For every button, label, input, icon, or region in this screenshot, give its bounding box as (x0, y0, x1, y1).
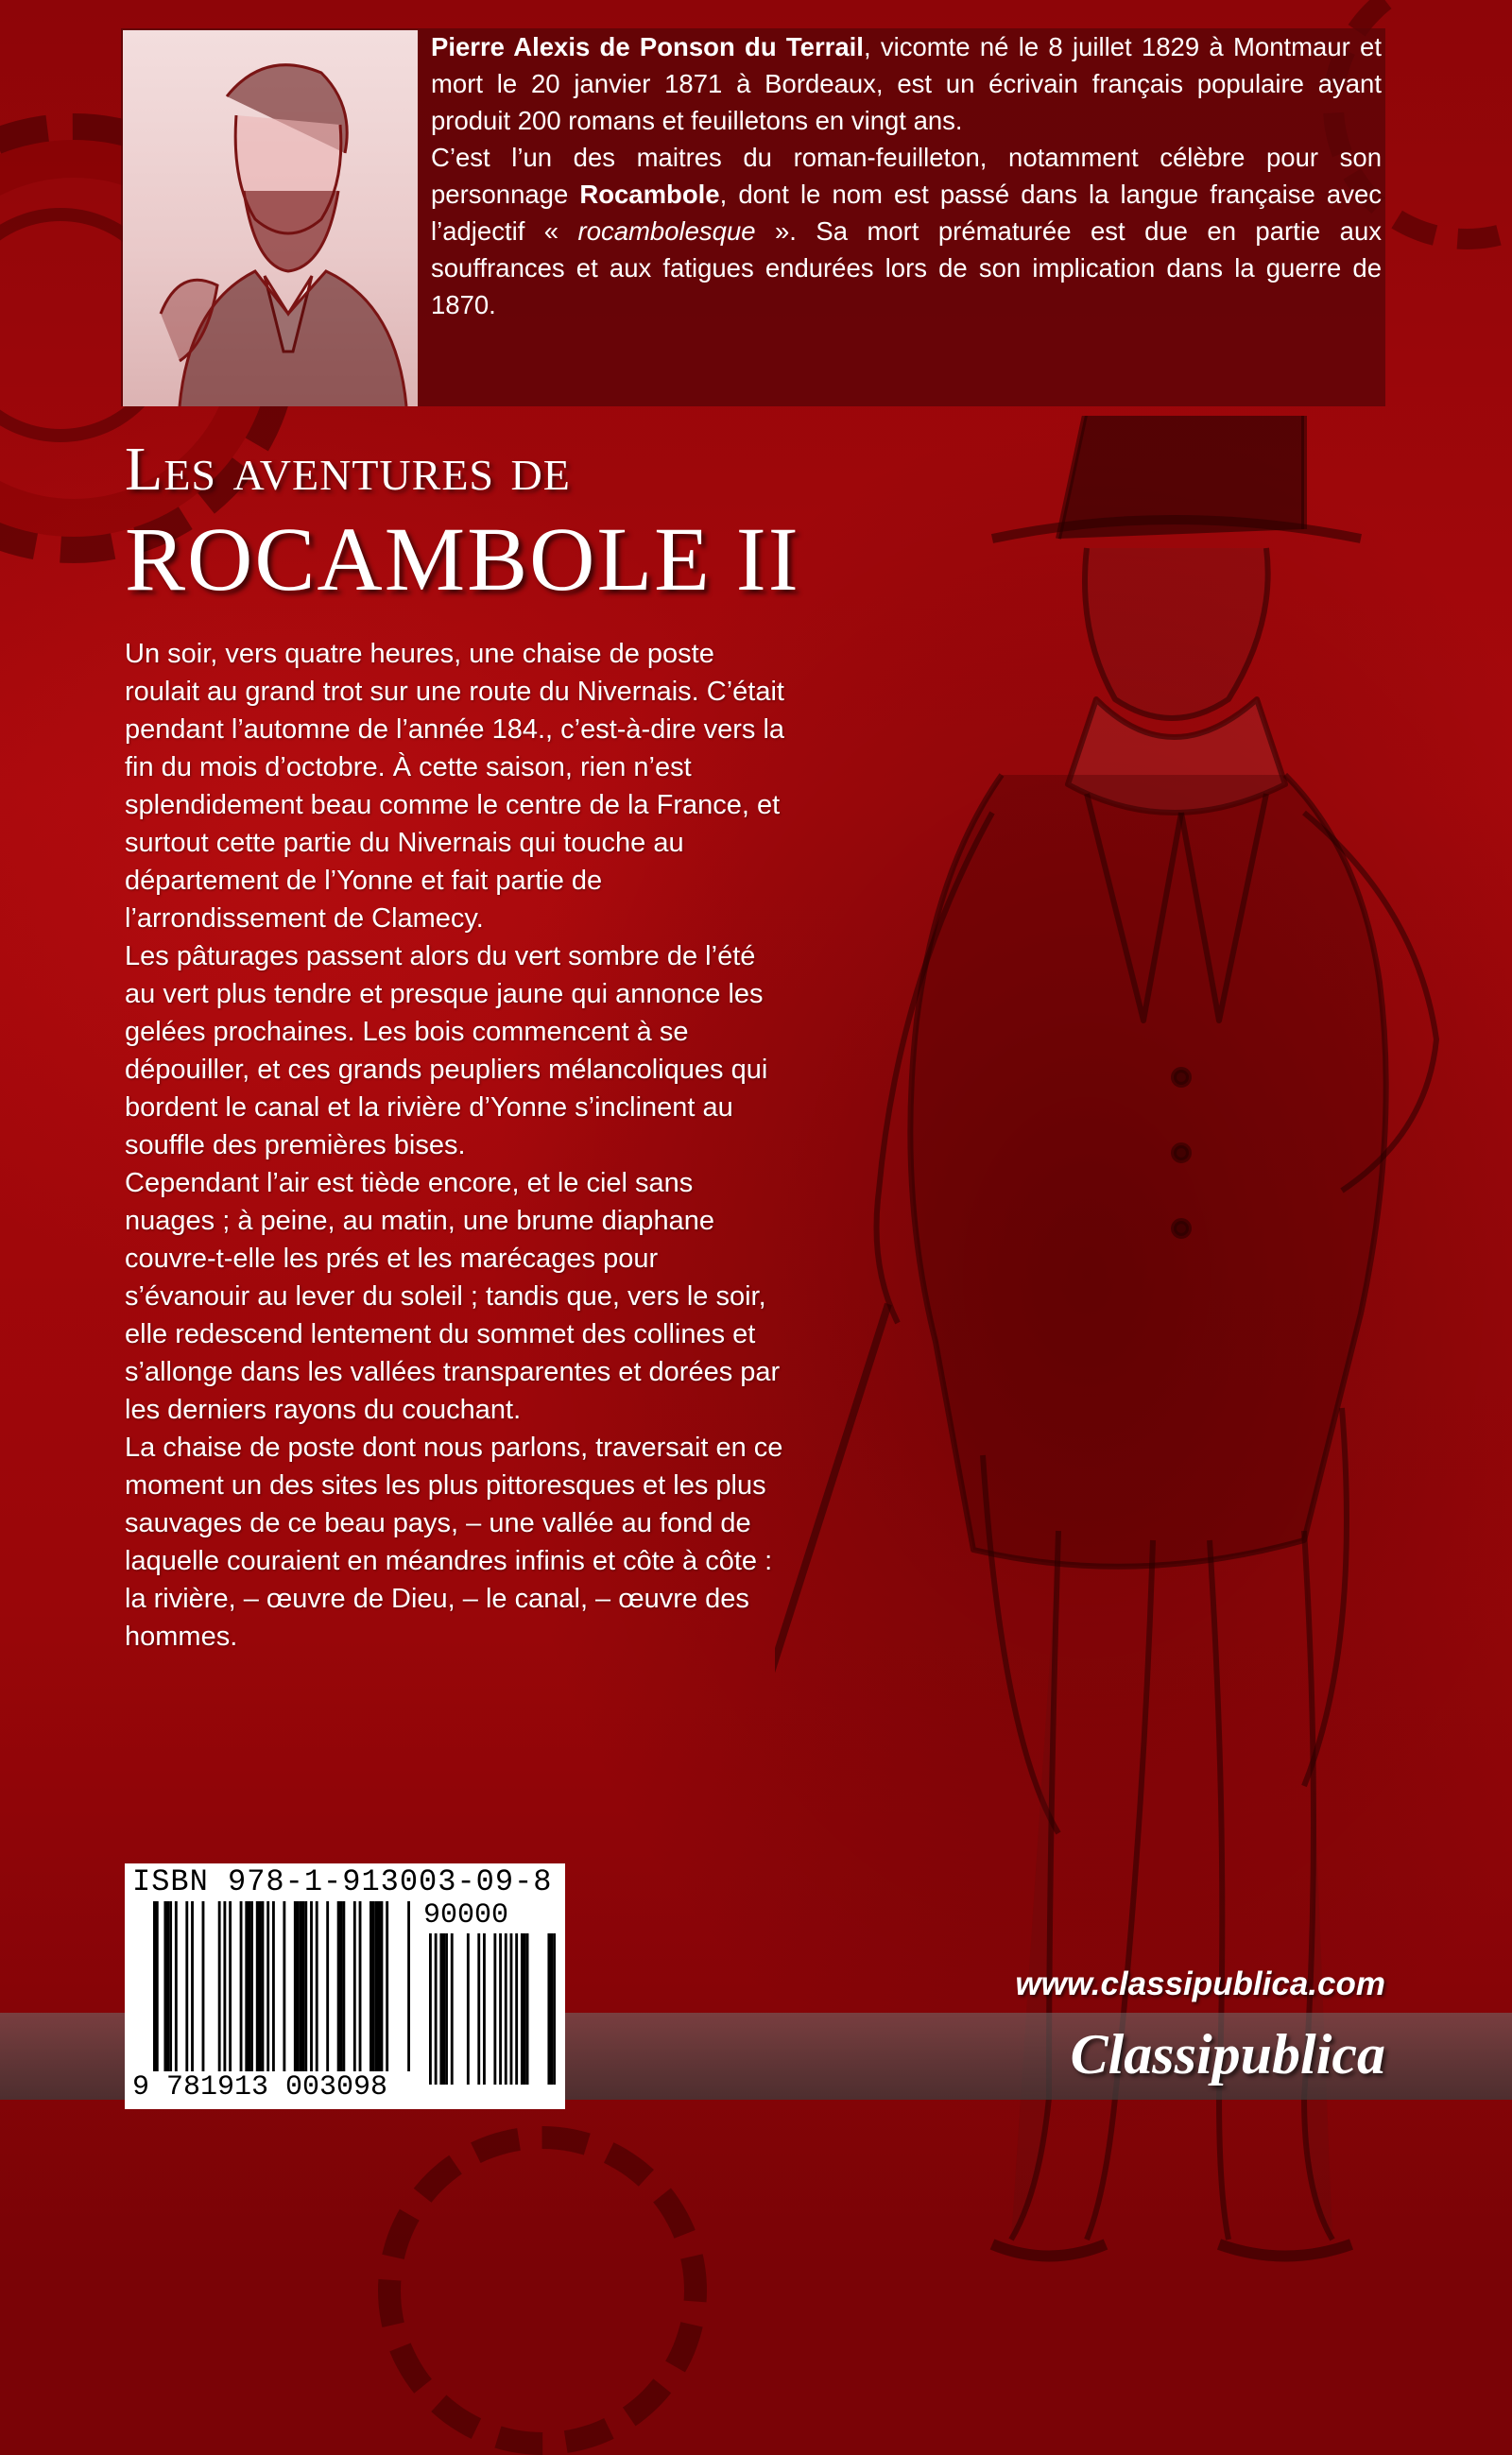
barcode-bar (359, 1901, 362, 2071)
isbn-barcode (125, 1863, 565, 2109)
barcode-bar (493, 1933, 496, 2085)
barcode-bar (547, 1933, 553, 2085)
barcode-bar (521, 1933, 526, 2085)
barcode-bar (185, 1901, 188, 2071)
barcode-bar (229, 1901, 232, 2071)
barcode-bar (526, 1933, 529, 2085)
barcode-bar (375, 1901, 381, 2071)
synopsis-paragraph: Un soir, vers quatre heures, une chaise de poste roulait au grand trot sur une route du Nivernais. C’était pendant l’automne de l’année 184., c’est-à-dire vers la fin du mois d’octobre. À cette saison, rien n’est splendidement beau comme le centre de la France, et surtout cette partie du Nivernais qui touche au département de l’Yonne et fait partie de l’arrondissement de Clamecy. (125, 639, 785, 934)
barcode-bar (202, 1901, 205, 2071)
publisher-name: Classipublica (1070, 2023, 1385, 2086)
bio-part1: , vicomte né le 8 juillet 1829 à Montmaur et mort le 20 janvier 1871 à Bordeaux, est un écrivain français populaire ayant produit 200 romans et feuilletons en vingt ans. (431, 32, 1382, 135)
bio-part4: ». Sa mort prématurée est due en partie aux souffrances et aux fatigues endurées lors de son implication dans la guerre de 1870. (431, 216, 1382, 319)
barcode-bar (169, 1901, 172, 2071)
ean-digits: 9 781913 003098 (132, 2071, 388, 2103)
barcode-bar (266, 1901, 269, 2071)
barcode-bar (316, 1901, 318, 2071)
barcode-bar (294, 1901, 300, 2071)
barcode-bar (240, 1901, 243, 2071)
barcode-bar (386, 1901, 388, 2071)
barcode-bar (429, 1933, 432, 2085)
barcode-bar (310, 1901, 313, 2071)
barcode-bar (272, 1901, 275, 2071)
title-line-2: ROCAMBOLE II (125, 508, 800, 609)
synopsis-paragraph: Cependant l’air est tiède encore, et le ciel sans nuages ; à peine, au matin, une brume diaphane couvre-t-elle les prés et les marécages pour s’évanouir au lever du soleil ; tandis que, vers le soir, elle redescend lentement du sommet des collines et s’allonge dans les vallées transparentes et dorées par les derniers rayons du couchant. (125, 1168, 781, 1425)
barcode-bar (175, 1901, 178, 2071)
barcode-bar (353, 1901, 356, 2071)
barcode-bar (510, 1933, 513, 2085)
barcode-bar (218, 1901, 221, 2071)
barcode-bar (445, 1933, 448, 2085)
barcode-bar (439, 1933, 445, 2085)
barcode-bar (153, 1901, 159, 2071)
gear-decoration (378, 2126, 707, 2455)
barcode-bar (283, 1901, 285, 2071)
barcode-bar (191, 1901, 194, 2071)
barcode-bar (477, 1933, 480, 2085)
barcode-bars (153, 1901, 410, 2071)
barcode-bar (369, 1901, 375, 2071)
author-portrait-drawing (123, 30, 418, 406)
author-portrait (123, 30, 418, 406)
character-name: Rocambole (579, 180, 720, 209)
barcode-bar (515, 1933, 518, 2085)
barcode-bar (250, 1901, 253, 2071)
isbn-label: ISBN 978-1-913003-09-8 (132, 1864, 553, 1899)
barcode-bar (483, 1933, 486, 2085)
barcode-bar (245, 1901, 250, 2071)
author-name: Pierre Alexis de Ponson du Terrail (431, 32, 864, 61)
barcode-bar (499, 1933, 502, 2085)
adjective: rocambolesque (577, 216, 756, 246)
barcode-bar (337, 1901, 343, 2071)
author-bio-text (431, 28, 1382, 323)
barcode-bar (505, 1933, 507, 2085)
barcode-bar (435, 1933, 438, 2085)
barcode-bar (467, 1933, 470, 2085)
title-line-1: Les aventures de (125, 435, 571, 504)
barcode-bar (262, 1901, 265, 2071)
barcode-bar (300, 1901, 305, 2071)
barcode-bar (304, 1901, 307, 2071)
barcode-bar (256, 1901, 262, 2071)
barcode-bar (381, 1901, 384, 2071)
synopsis-paragraph: Les pâturages passent alors du vert sombre de l’été au vert plus tendre et presque jaune qui annonce les gelées prochaines. Les bois commencent à se dépouiller, et ces grands peupliers mélancoliques qui bordent le canal et la rivière d’Yonne s’inclinent au souffle des premières bises. (125, 941, 768, 1160)
barcode-bar (451, 1933, 454, 2085)
price-code: 90000 (423, 1899, 509, 1931)
barcode-bar (553, 1933, 556, 2085)
barcode-bar (223, 1901, 226, 2071)
bio-part3: , dont le nom est passé dans la langue française avec l’adjectif « (431, 180, 1382, 246)
bio-part2: C’est l’un des maitres du roman-feuilleton, notamment célèbre pour son personnage (431, 143, 1382, 209)
barcode-bar (407, 1901, 410, 2071)
barcode-bar (342, 1901, 345, 2071)
barcode-bar (326, 1901, 329, 2071)
synopsis (125, 635, 786, 1656)
synopsis-paragraph: La chaise de poste dont nous parlons, traversait en ce moment un des sites les plus pittoresques et les plus sauvages de ce beau pays, – une vallée au fond de laquelle couraient en méandres infinis et côte à côte : la rivière, – œuvre de Dieu, – le canal, – œuvre des hommes. (125, 1433, 783, 1652)
publisher-website: www.classipublica.com (1015, 1966, 1385, 2002)
barcode-bar (163, 1901, 169, 2071)
barcode-addon-bars (429, 1933, 556, 2085)
